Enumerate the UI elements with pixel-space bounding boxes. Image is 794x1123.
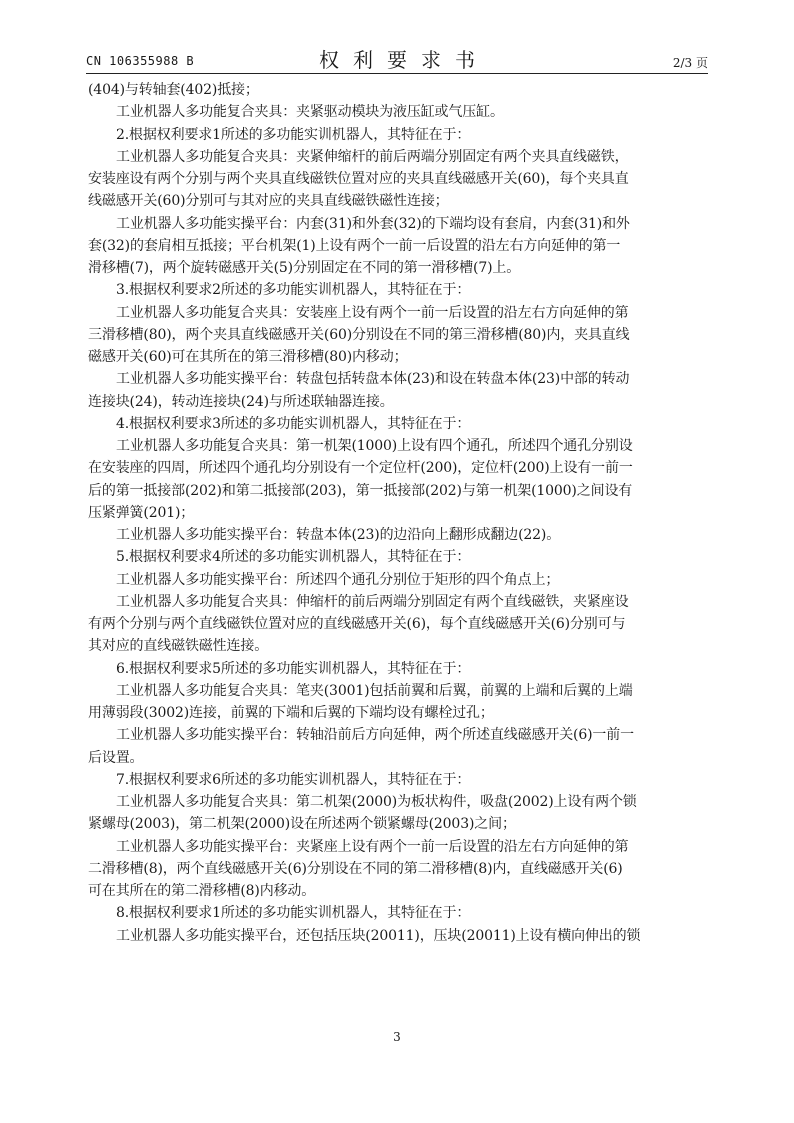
- claim-heading: 7.根据权利要求6所述的多功能实训机器人，其特征在于：: [116, 771, 471, 788]
- text-line: 压紧弹簧(201)；: [88, 504, 195, 521]
- text-line: 安装座设有两个分别与两个夹具直线磁铁位置对应的夹具直线磁感开关(60)，每个夹具直: [88, 171, 629, 187]
- text-line: 工业机器人多功能实操平台：转轴沿前后方向延伸，两个所述直线磁感开关(6)一前一: [116, 727, 634, 744]
- text-line: 工业机器人多功能复合夹具：第二机架(2000)为板状构件，吸盘(2002)上设有两个锁: [116, 794, 637, 810]
- text-line: 工业机器人多功能实操平台，还包括压块(20011)，压块(20011)上设有横向伸出的锁: [116, 927, 641, 944]
- text-line: 工业机器人多功能复合夹具：夹紧伸缩杆的前后两端分别固定有两个夹具直线磁铁，: [116, 148, 629, 165]
- text-line: 工业机器人多功能复合夹具：笔夹(3001)包括前翼和后翼，前翼的上端和后翼的上端: [116, 682, 633, 699]
- text-line: 后设置。: [88, 749, 144, 766]
- page-number: 3: [393, 1030, 401, 1044]
- text-line: 工业机器人多功能实操平台：转盘包括转盘本体(23)和设在转盘本体(23)中部的转动: [116, 371, 630, 388]
- page-header: [86, 44, 708, 72]
- text-line: 用薄弱段(3002)连接，前翼的下端和后翼的下端均设有螺栓过孔；: [88, 705, 494, 721]
- text-line: 滑移槽(7)，两个旋转磁感开关(5)分别固定在不同的第一滑移槽(7)上。: [88, 260, 521, 276]
- document-title: 权利要求书: [319, 48, 489, 72]
- page-indicator: 2/3 页: [672, 56, 708, 70]
- text-line: 工业机器人多功能实操平台：所述四个通孔分别位于矩形的四个角点上；: [116, 571, 560, 588]
- text-line: 二滑移槽(8)，两个直线磁感开关(6)分别设在不同的第二滑移槽(8)内，直线磁感开关(6): [88, 860, 623, 877]
- text-line: 可在其所在的第二滑移槽(8)内移动。: [88, 883, 316, 899]
- text-line: 三滑移槽(80)，两个夹具直线磁感开关(60)分别设在不同的第三滑移槽(80)内，夹具直线: [88, 326, 630, 343]
- text-line: 紧螺母(2003)，第二机架(2000)设在所述两个锁紧螺母(2003)之间；: [88, 816, 516, 833]
- claim-heading: 6.根据权利要求5所述的多功能实训机器人，其特征在于：: [116, 660, 471, 677]
- header-rule: [86, 73, 708, 74]
- text-line: (404)与转轴套(402)抵接；: [88, 82, 259, 98]
- text-line: 线磁感开关(60)分别可与其对应的夹具直线磁铁磁性连接；: [88, 193, 449, 210]
- text-line: 工业机器人多功能实操平台：转盘本体(23)的边沿向上翻形成翻边(22)。: [116, 527, 561, 543]
- text-line: 在安装座的四周，所述四个通孔均分别设有一个定位杆(200)，定位杆(200)上设有一前一: [88, 460, 633, 477]
- claim-heading: 5.根据权利要求4所述的多功能实训机器人，其特征在于：: [116, 549, 471, 566]
- text-line: 工业机器人多功能复合夹具：第一机架(1000)上设有四个通孔，所述四个通孔分别设: [116, 438, 633, 454]
- text-line: 工业机器人多功能复合夹具：安装座上设有两个一前一后设置的沿左右方向延伸的第: [116, 304, 629, 321]
- claims-body: [88, 79, 708, 947]
- text-line: 连接块(24)，转动连接块(24)与所述联轴器连接。: [88, 393, 394, 410]
- text-line: 其对应的直线磁铁磁性连接。: [88, 638, 269, 655]
- claim-heading: 8.根据权利要求1所述的多功能实训机器人，其特征在于：: [116, 905, 471, 922]
- text-line: 有两个分别与两个直线磁铁位置对应的直线磁感开关(6)，每个直线磁感开关(6)分别可与: [88, 616, 626, 632]
- text-line: 工业机器人多功能复合夹具：伸缩杆的前后两端分别固定有两个直线磁铁，夹紧座设: [116, 593, 629, 610]
- text-line: 套(32)的套肩相互抵接；平台机架(1)上设有两个一前一后设置的沿左右方向延伸的第一: [88, 237, 621, 254]
- claim-heading: 2.根据权利要求1所述的多功能实训机器人，其特征在于：: [116, 126, 471, 143]
- claim-heading: 3.根据权利要求2所述的多功能实训机器人，其特征在于：: [116, 282, 471, 299]
- text-line: 工业机器人多功能实操平台：夹紧座上设有两个一前一后设置的沿左右方向延伸的第: [116, 838, 629, 855]
- text-line: 后的第一抵接部(202)和第二抵接部(203)，第一抵接部(202)与第一机架(1000)之间设有: [88, 482, 633, 499]
- text-line: 工业机器人多功能复合夹具：夹紧驱动模块为液压缸或气压缸。: [116, 104, 504, 121]
- patent-number: CN 106355988 B: [86, 54, 195, 68]
- claim-heading: 4.根据权利要求3所述的多功能实训机器人，其特征在于：: [116, 415, 471, 432]
- text-line: 工业机器人多功能实操平台：内套(31)和外套(32)的下端均设有套肩，内套(31)和外: [116, 215, 630, 232]
- text-line: 磁感开关(60)可在其所在的第三滑移槽(80)内移动；: [88, 349, 408, 365]
